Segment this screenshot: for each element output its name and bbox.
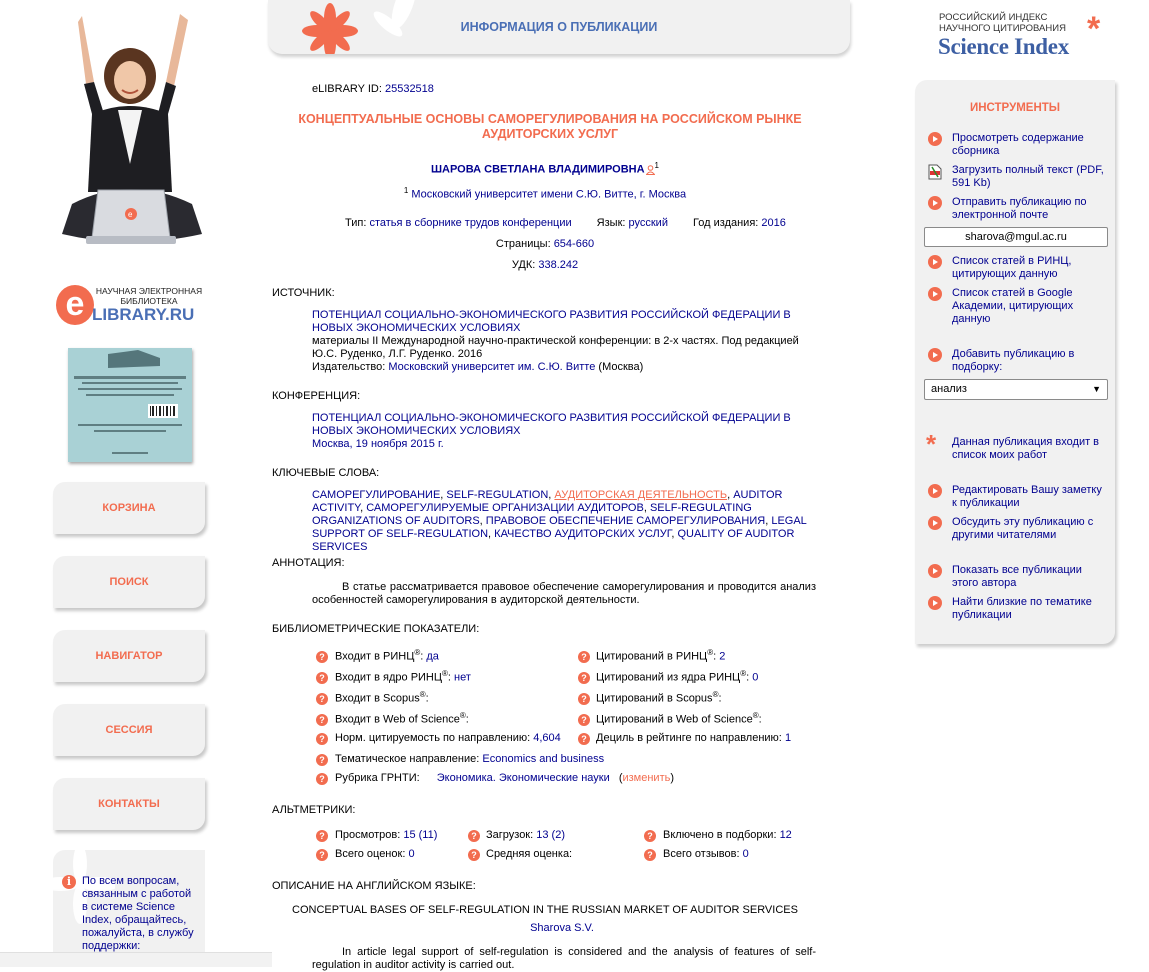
udk-value: 338.242	[538, 259, 579, 271]
keyword-link[interactable]: QUALITY OF AUDITOR SERVICES	[312, 528, 795, 553]
play-icon	[928, 564, 942, 578]
help-icon[interactable]: ?	[316, 849, 328, 861]
page-header-tab	[268, 0, 850, 54]
metric-in-rinc: Входит в РИНЦ®: да	[335, 648, 439, 663]
collection-select[interactable]	[924, 379, 1108, 400]
conference-label: КОНФЕРЕНЦИЯ:	[272, 390, 361, 402]
help-icon[interactable]: ?	[316, 672, 328, 684]
english-title: CONCEPTUAL BASES OF SELF-REGULATION IN THE RUSSIAN MARKET OF AUDITOR SERVICES	[292, 904, 798, 916]
help-icon[interactable]: ?	[316, 733, 328, 745]
abstract-text: В статье рассматривается правовое обеспечение саморегулирования и проводится анализ особенностей саморегулирования в аудиторской деятельности.	[312, 581, 816, 606]
metric-direction: Тематическое направление: Economics and business	[335, 753, 605, 765]
metric-cited-rinc: Цитирований в РИНЦ®: 2	[596, 648, 726, 663]
info-icon: i	[62, 875, 76, 889]
publisher-city: (Москва)	[598, 361, 644, 373]
author-line	[272, 161, 818, 176]
keyword-link[interactable]: SELF-REGULATING ORGANIZATIONS OF AUDITORS	[312, 502, 752, 527]
english-abstract: In article legal support of self-regulation is considered and the analysis of features of self-regulation in auditor activity is carried out.	[312, 946, 816, 971]
abstract-label: АННОТАЦИЯ:	[272, 557, 345, 569]
metric-in-rinc-core: Входит в ядро РИНЦ®: нет	[335, 669, 471, 684]
pages-label: Страницы:	[495, 238, 551, 250]
play-icon	[928, 287, 942, 301]
help-icon[interactable]: ?	[578, 693, 590, 705]
affiliation-sup: 1	[403, 186, 409, 195]
nav-session-button[interactable]: СЕССИЯ	[53, 704, 205, 756]
tool-similar-publications[interactable]: Найти близкие по тематике публикации	[952, 596, 1092, 621]
tool-author-publications[interactable]: Показать все публикации этого автора	[952, 564, 1082, 589]
publisher-label: Издательство:	[312, 361, 386, 373]
elibrary-id-label: eLIBRARY ID:	[312, 83, 382, 95]
tool-rinc-citations[interactable]: Список статей в РИНЦ, цитирующих данную	[952, 255, 1072, 280]
affiliation-line	[272, 186, 818, 201]
play-icon	[928, 484, 942, 498]
keyword-link[interactable]: САМОРЕГУЛИРУЕМЫЕ ОРГАНИЗАЦИИ АУДИТОРОВ	[366, 502, 644, 514]
play-icon	[928, 348, 942, 362]
tool-google-citations[interactable]: Список статей в Google Академии, цитирующих данную	[952, 287, 1074, 325]
elibrary-big-text: LIBRARY.RU	[92, 305, 195, 324]
science-index-title: Science Index	[938, 34, 1069, 59]
nav-search-button[interactable]: ПОИСК	[53, 556, 205, 608]
keyword-link[interactable]: SELF-REGULATION	[446, 489, 549, 501]
support-box	[53, 850, 205, 966]
source-label: ИСТОЧНИК:	[272, 287, 335, 299]
dropdown-arrow-icon: ▼	[1092, 384, 1101, 394]
publication-title: КОНЦЕПТУАЛЬНЫЕ ОСНОВЫ САМОРЕГУЛИРОВАНИЯ НА РОССИЙСКОМ РЫНКЕ АУДИТОРСКИХ УСЛУГ	[298, 112, 802, 141]
elibrary-id	[312, 83, 434, 95]
keyword-link[interactable]: ПРАВОВОЕ ОБЕСПЕЧЕНИЕ САМОРЕГУЛИРОВАНИЯ	[485, 515, 766, 527]
nav-cart-button[interactable]: КОРЗИНА	[53, 482, 205, 534]
conference-block	[312, 412, 818, 451]
alt-avg-rating: Средняя оценка:	[486, 848, 573, 860]
metric-norm-citation: Норм. цитируемость по направлению: 4,604	[335, 732, 561, 744]
tool-download-pdf[interactable]: Загрузить полный текст (PDF, 591 Kb)	[952, 164, 1104, 189]
source-block	[312, 309, 818, 374]
alt-ratings: Всего оценок: 0	[335, 848, 415, 860]
tool-view-contents[interactable]: Просмотреть содержание сборника	[952, 132, 1084, 157]
metric-in-wos: Входит в Web of Science®:	[335, 711, 469, 726]
alt-reviews: Всего отзывов: 0	[663, 848, 749, 860]
altmetrics-label: АЛЬТМЕТРИКИ:	[272, 804, 356, 816]
source-title-link[interactable]: ПОТЕНЦИАЛ СОЦИАЛЬНО-ЭКОНОМИЧЕСКОГО РАЗВИТИЯ РОССИЙСКОЙ ФЕДЕРАЦИИ В НОВЫХ ЭКОНОМИЧЕСКИХ УСЛОВИЯХ	[312, 309, 791, 334]
play-icon	[928, 516, 942, 530]
elibrary-logo[interactable]	[56, 283, 206, 327]
book-cover-thumbnail[interactable]	[68, 348, 192, 462]
play-icon	[928, 255, 942, 269]
alt-downloads: Загрузок: 13 (2)	[486, 829, 565, 841]
science-index-logo[interactable]	[938, 12, 1118, 62]
english-author: Sharova S.V.	[530, 922, 594, 934]
tools-panel	[915, 80, 1115, 644]
keyword-link[interactable]: АУДИТОРСКАЯ ДЕЯТЕЛЬНОСТЬ	[554, 489, 728, 501]
lang-value: русский	[628, 217, 668, 229]
science-index-subtitle: РОССИЙСКИЙ ИНДЕКС НАУЧНОГО ЦИТИРОВАНИЯ	[939, 12, 1066, 34]
type-value: статья в сборнике трудов конференции	[369, 217, 572, 229]
keyword-link[interactable]: КАЧЕСТВО АУДИТОРСКИХ УСЛУГ	[494, 528, 672, 540]
elibrary-id-value: 25532518	[384, 83, 434, 95]
metric-rubric: Рубрика ГРНТИ: Экономика. Экономические науки (изменить)	[335, 772, 675, 784]
pub-meta-line	[345, 217, 786, 229]
help-icon[interactable]: ?	[578, 714, 590, 726]
udk-line	[272, 259, 818, 271]
help-icon[interactable]: ?	[644, 849, 656, 861]
tool-discuss[interactable]: Обсудить эту публикацию с другими читателями	[952, 516, 1094, 541]
tool-my-works[interactable]: Данная публикация входит в список моих работ	[952, 436, 1100, 461]
year-label: Год издания:	[693, 217, 759, 229]
keywords-label: КЛЮЧЕВЫЕ СЛОВА:	[272, 467, 380, 479]
play-icon	[928, 596, 942, 610]
source-desc: материалы II Международной научно-практической конференции: в 2-х частях. Под редакцией Ю.С. Руденко, Л.Г. Руденко. 2016	[312, 335, 799, 360]
type-label: Тип:	[345, 217, 367, 229]
page-title: ИНФОРМАЦИЯ О ПУБЛИКАЦИИ	[460, 20, 658, 34]
udk-label: УДК:	[511, 259, 536, 271]
elibrary-small-text: НАУЧНАЯ ЭЛЕКТРОННАЯ БИБЛИОТЕКА	[95, 286, 203, 306]
help-icon[interactable]: ?	[468, 849, 480, 861]
rubric-link[interactable]: Экономика. Экономические науки	[436, 772, 610, 784]
pages-line	[272, 238, 818, 250]
conference-place-date: Москва, 19 ноября 2015 г.	[312, 438, 444, 450]
help-icon[interactable]: ?	[578, 651, 590, 663]
help-icon[interactable]: ?	[578, 672, 590, 684]
pdf-icon	[928, 164, 942, 180]
support-text: По всем вопросам, связанным с работой в системе Science Index, обращайтесь, пожалуйста, в службу поддержки:	[82, 875, 194, 952]
help-icon[interactable]: ?	[468, 830, 480, 842]
publisher-link[interactable]: Московский университет им. С.Ю. Витте	[388, 361, 596, 373]
email-field[interactable]: sharova@mgul.ac.ru	[924, 227, 1108, 247]
play-icon	[928, 132, 942, 146]
change-rubric-link[interactable]: изменить	[622, 772, 671, 784]
elibrary-e: e	[56, 285, 94, 325]
biblio-label: БИБЛИОМЕТРИЧЕСКИЕ ПОКАЗАТЕЛИ:	[272, 623, 480, 635]
keyword-link[interactable]: LEGAL SUPPORT OF SELF-REGULATION	[312, 515, 807, 540]
tool-add-to-collection[interactable]: Добавить публикацию в подборку:	[952, 348, 1075, 373]
help-icon[interactable]: ?	[316, 651, 328, 663]
nav-navigator-button[interactable]: НАВИГАТОР	[53, 630, 205, 682]
alt-views: Просмотров: 15 (11)	[335, 829, 438, 841]
svg-text:e: e	[128, 210, 133, 219]
author-sup: 1	[654, 161, 659, 170]
metric-decile: Дециль в рейтинге по направлению: 1	[596, 732, 792, 744]
conference-title-link[interactable]: ПОТЕНЦИАЛ СОЦИАЛЬНО-ЭКОНОМИЧЕСКОГО РАЗВИТИЯ РОССИЙСКОЙ ФЕДЕРАЦИИ В НОВЫХ ЭКОНОМИЧЕСКИХ УСЛОВИЯХ	[312, 412, 791, 437]
asterisk-icon: *	[926, 429, 937, 459]
author-link[interactable]: ШАРОВА СВЕТЛАНА ВЛАДИМИРОВНА	[430, 163, 645, 176]
metric-cited-rinc-core: Цитирований из ядра РИНЦ®: 0	[596, 669, 759, 684]
help-icon[interactable]: ?	[316, 830, 328, 842]
tool-edit-note[interactable]: Редактировать Вашу заметку к публикации	[952, 484, 1102, 509]
keyword-link[interactable]: AUDITOR ACTIVITY	[312, 489, 783, 514]
help-icon[interactable]: ?	[316, 754, 328, 766]
collection-select-value: анализ	[931, 383, 967, 395]
tools-title: ИНСТРУМЕНТЫ	[969, 102, 1061, 114]
pages-value: 654-660	[553, 238, 595, 250]
metric-cited-scopus: Цитирований в Scopus®:	[596, 690, 722, 705]
help-icon[interactable]: ?	[578, 733, 590, 745]
bottom-strip	[0, 952, 272, 967]
keywords-list: САМОРЕГУЛИРОВАНИЕ, SELF-REGULATION, АУДИТОРСКАЯ ДЕЯТЕЛЬНОСТЬ, AUDITOR ACTIVITY, САМОРЕГУЛИРУЕМЫЕ ОРГАНИЗАЦИИ АУДИТОРОВ, SELF-REGULATING ORGANIZATIONS OF AUDITORS, ПРАВОВОЕ ОБЕСПЕЧЕНИЕ САМОРЕГУЛИРОВАНИЯ, LEGAL SUPPORT OF SELF-REGULATION, КАЧЕСТВО АУДИТОРСКИХ УСЛУГ, QUALITY OF AUDITOR SERVICES	[312, 489, 807, 553]
help-icon[interactable]: ?	[316, 714, 328, 726]
asterisk-icon: *	[1087, 10, 1101, 48]
english-label: ОПИСАНИЕ НА АНГЛИЙСКОМ ЯЗЫКЕ:	[272, 880, 476, 892]
help-icon[interactable]: ?	[644, 830, 656, 842]
tool-send-email[interactable]: Отправить публикацию по электронной почте	[952, 196, 1087, 221]
metric-in-scopus: Входит в Scopus®:	[335, 690, 429, 705]
help-icon[interactable]: ?	[316, 693, 328, 705]
play-icon	[928, 196, 942, 210]
metric-cited-wos: Цитирований в Web of Science®:	[596, 711, 762, 726]
nav-contacts-button[interactable]: КОНТАКТЫ	[53, 778, 205, 830]
affiliation-link[interactable]: Московский университет имени С.Ю. Витте, г. Москва	[411, 188, 687, 201]
year-value: 2016	[761, 217, 786, 229]
hero-illustration	[52, 14, 212, 254]
lang-label: Язык:	[596, 217, 626, 229]
keyword-link[interactable]: САМОРЕГУЛИРОВАНИЕ	[312, 489, 441, 501]
alt-collections: Включено в подборки: 12	[663, 829, 792, 841]
person-icon	[646, 165, 655, 175]
help-icon[interactable]: ?	[316, 773, 328, 785]
